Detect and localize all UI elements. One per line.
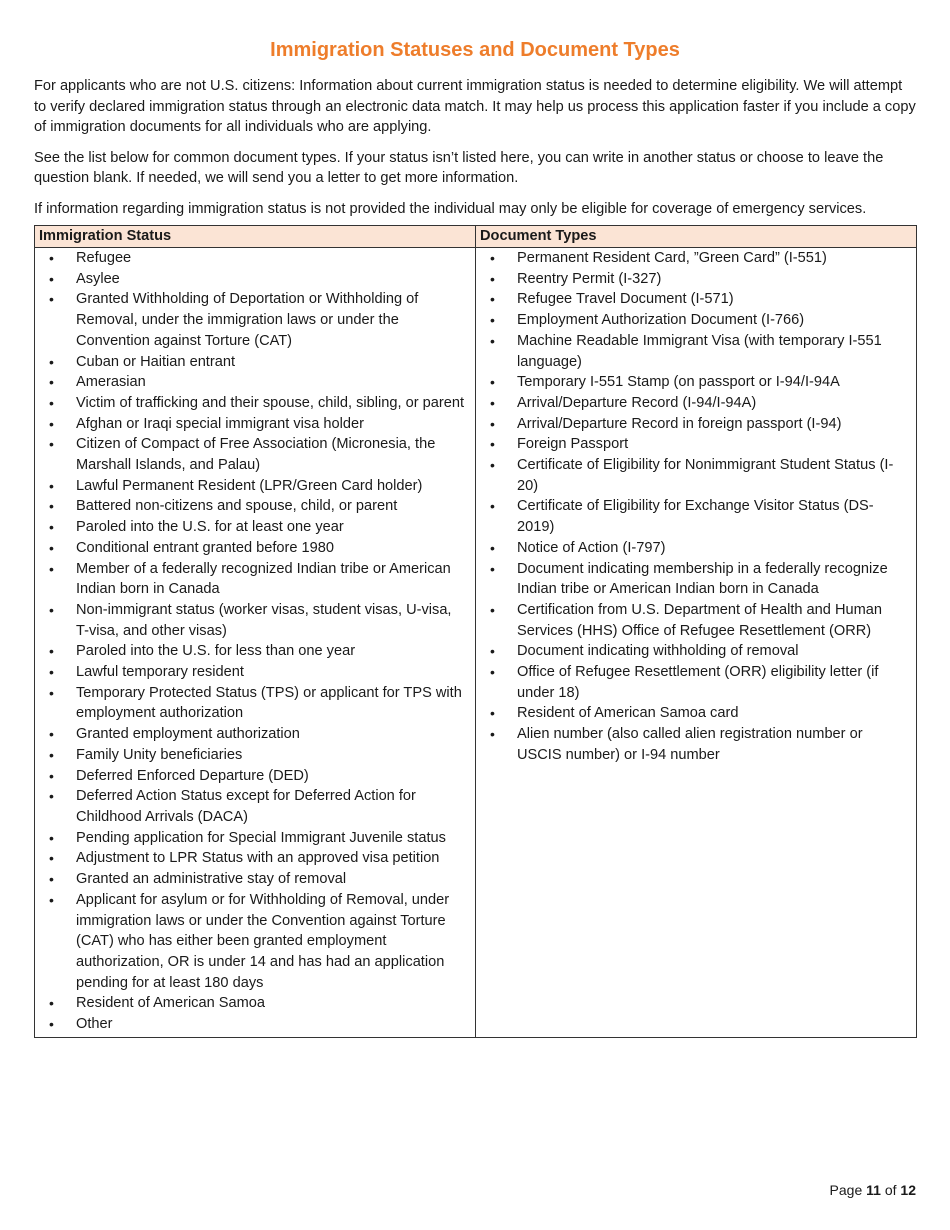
bullet-icon: • xyxy=(490,539,495,556)
intro-paragraph-1: For applicants who are not U.S. citizens: Information about current immigration status is needed to determine eligibility. We will attempt to verify declared immigration status through an electronic data match. It may help us process this application faster if you include a copy of immigration documents for all individuals who are applying. xyxy=(34,78,916,135)
status-list-item xyxy=(39,641,471,662)
bullet-icon: • xyxy=(490,312,495,329)
document-list-item-text: Certificate of Eligibility for Nonimmigrant Student Status (I-20) xyxy=(517,457,894,494)
bullet-icon: • xyxy=(49,1016,54,1033)
bullet-icon: • xyxy=(49,519,54,536)
intro-paragraph-2: See the list below for common document types. If your status isn’t listed here, you can write in another status or choose to leave the question blank. If needed, we will send you a letter to get more information. xyxy=(34,149,884,186)
status-list-item-text: Lawful temporary resident xyxy=(76,664,244,681)
status-list-item xyxy=(39,890,471,994)
of-label: of xyxy=(884,1182,897,1198)
status-list-item xyxy=(39,496,471,517)
status-list-item xyxy=(39,538,471,559)
status-list-item-text: Member of a federally recognized Indian tribe or American Indian born in Canada xyxy=(76,560,451,598)
bullet-icon: • xyxy=(490,436,495,453)
page-title: Immigration Statuses and Document Types xyxy=(270,39,680,61)
status-list-item-text: Paroled into the U.S. for at least one year xyxy=(76,519,344,536)
status-list-item-text: Battered non-citizens and spouse, child, or parent xyxy=(76,498,398,515)
bullet-icon: • xyxy=(49,643,54,660)
document-list-item xyxy=(480,289,912,310)
status-list-item-text: Afghan or Iraqi special immigrant visa holder xyxy=(76,415,364,432)
status-list-item-text: Resident of American Samoa xyxy=(76,995,266,1012)
bullet-icon: • xyxy=(49,250,54,266)
status-list-item xyxy=(39,352,471,373)
document-list-item xyxy=(480,538,912,559)
document-list-item-text: Employment Authorization Document (I-766) xyxy=(517,312,805,329)
document-list-item-text: Refugee Travel Document (I-571) xyxy=(517,291,734,308)
status-list-item xyxy=(39,269,471,290)
document-list-item xyxy=(480,496,912,537)
bullet-icon: • xyxy=(490,705,495,722)
status-list-item-text: Amerasian xyxy=(76,374,146,391)
bullet-icon: • xyxy=(490,560,495,577)
immigration-status-cell xyxy=(35,248,476,1038)
bullet-icon: • xyxy=(49,436,54,453)
document-list-item xyxy=(480,414,912,435)
status-list-item-text: Deferred Enforced Departure (DED) xyxy=(76,767,309,784)
status-list-item xyxy=(39,662,471,683)
status-list-item-text: Applicant for asylum or for Withholding of Removal, under immigration laws or under the Convention against Torture (CAT) who has either been granted employment authorization, OR is under 14 and has had an application pending for at least 180 days xyxy=(76,891,450,991)
document-list-item xyxy=(480,600,912,641)
bullet-icon: • xyxy=(49,601,54,618)
document-list-item-text: Arrival/Departure Record (I-94/I-94A) xyxy=(517,394,757,411)
bullet-icon: • xyxy=(49,477,54,494)
immigration-status-list xyxy=(39,248,471,1035)
bullet-icon: • xyxy=(490,374,495,391)
status-list-item-text: Other xyxy=(76,1016,113,1033)
bullet-icon: • xyxy=(49,353,54,370)
document-list-item xyxy=(480,248,912,269)
table-header-row xyxy=(35,226,917,248)
status-list-item-text: Lawful Permanent Resident (LPR/Green Card holder) xyxy=(76,477,423,494)
bullet-icon: • xyxy=(49,664,54,681)
bullet-icon: • xyxy=(49,291,54,308)
bullet-icon: • xyxy=(49,539,54,556)
document-list-item-text: Resident of American Samoa card xyxy=(517,705,739,722)
status-list-item xyxy=(39,766,471,787)
bullet-icon: • xyxy=(490,415,495,432)
page-label: Page xyxy=(829,1182,863,1198)
bullet-icon: • xyxy=(49,829,54,846)
document-list-item xyxy=(480,310,912,331)
intro-section xyxy=(34,76,916,219)
status-list-item xyxy=(39,248,471,269)
document-list-item xyxy=(480,331,912,372)
status-list-item-text: Cuban or Haitian entrant xyxy=(76,353,236,370)
document-list-item-text: Machine Readable Immigrant Visa (with temporary I-551 language) xyxy=(517,332,882,370)
document-list-item xyxy=(480,269,912,290)
document-list-item xyxy=(480,434,912,455)
status-list-item-text: Pending application for Special Immigrant Juvenile status xyxy=(76,829,446,846)
status-list-item xyxy=(39,993,471,1014)
document-list-item-text: Reentry Permit (I-327) xyxy=(517,270,662,287)
status-list-item xyxy=(39,745,471,766)
bullet-icon: • xyxy=(49,374,54,391)
status-list-item xyxy=(39,828,471,849)
bullet-icon: • xyxy=(49,726,54,743)
document-list-item xyxy=(480,703,912,724)
bullet-icon: • xyxy=(49,995,54,1012)
bullet-icon: • xyxy=(49,498,54,515)
bullet-icon: • xyxy=(49,850,54,867)
document-list-item-text: Permanent Resident Card, ”Green Card” (I-551) xyxy=(517,250,827,266)
status-list-item xyxy=(39,848,471,869)
document-types-cell xyxy=(476,248,917,1038)
bullet-icon: • xyxy=(49,746,54,763)
document-list-item-text: Document indicating withholding of removal xyxy=(517,643,799,660)
document-list-item-text: Alien number (also called alien registration number or USCIS number) or I-94 number xyxy=(517,726,863,763)
bullet-icon: • xyxy=(49,415,54,432)
current-page: 11 xyxy=(866,1182,881,1198)
status-list-item xyxy=(39,600,471,641)
total-pages: 12 xyxy=(900,1182,916,1198)
status-list-item-text: Adjustment to LPR Status with an approved visa petition xyxy=(76,850,440,867)
document-types-list xyxy=(480,248,912,766)
document-list-item-text: Certification from U.S. Department of Health and Human Services (HHS) Office of Refugee Resettlement (ORR) xyxy=(517,601,883,639)
document-list-item xyxy=(480,662,912,703)
status-list-item xyxy=(39,869,471,890)
document-list-item xyxy=(480,393,912,414)
bullet-icon: • xyxy=(49,871,54,888)
status-list-item xyxy=(39,393,471,414)
table-body-row xyxy=(35,248,917,1038)
status-list-item xyxy=(39,434,471,475)
status-list-item xyxy=(39,476,471,497)
header-document-types: Document Types xyxy=(476,226,917,248)
document-page xyxy=(34,0,916,1038)
status-list-item-text: Refugee xyxy=(76,250,132,266)
status-list-item xyxy=(39,414,471,435)
status-list-item xyxy=(39,372,471,393)
document-list-item-text: Notice of Action (I-797) xyxy=(517,539,666,556)
document-list-item xyxy=(480,559,912,600)
bullet-icon: • xyxy=(490,664,495,681)
status-list-item xyxy=(39,683,471,724)
document-list-item-text: Arrival/Departure Record in foreign passport (I-94) xyxy=(517,415,842,432)
bullet-icon: • xyxy=(490,498,495,515)
bullet-icon: • xyxy=(49,891,54,908)
bullet-icon: • xyxy=(490,457,495,474)
status-list-item-text: Granted an administrative stay of removal xyxy=(76,871,347,888)
status-list-item-text: Granted employment authorization xyxy=(76,726,300,743)
bullet-icon: • xyxy=(490,332,495,349)
header-immigration-status: Immigration Status xyxy=(35,226,476,248)
status-list-item xyxy=(39,786,471,827)
intro-paragraph-3: If information regarding immigration status is not provided the individual may only be eligible for coverage of emergency services. xyxy=(34,200,867,217)
status-list-item xyxy=(39,559,471,600)
document-list-item xyxy=(480,372,912,393)
status-list-item-text: Paroled into the U.S. for less than one year xyxy=(76,643,356,660)
bullet-icon: • xyxy=(490,601,495,618)
bullet-icon: • xyxy=(490,726,495,743)
status-list-item-text: Family Unity beneficiaries xyxy=(76,746,243,763)
bullet-icon: • xyxy=(49,394,54,411)
document-list-item xyxy=(480,455,912,496)
document-list-item-text: Certificate of Eligibility for Exchange Visitor Status (DS-2019) xyxy=(517,498,874,536)
status-list-item xyxy=(39,517,471,538)
document-list-item xyxy=(480,724,912,765)
status-list-item-text: Conditional entrant granted before 1980 xyxy=(76,539,335,556)
status-list-item xyxy=(39,1014,471,1035)
document-list-item-text: Temporary I-551 Stamp (on passport or I-94/I-94A xyxy=(517,374,840,391)
document-list-item xyxy=(480,641,912,662)
bullet-icon: • xyxy=(490,291,495,308)
bullet-icon: • xyxy=(49,560,54,577)
page-number xyxy=(830,1181,916,1199)
status-list-item-text: Victim of trafficking and their spouse, child, sibling, or parent xyxy=(76,394,465,411)
bullet-icon: • xyxy=(490,394,495,411)
bullet-icon: • xyxy=(49,767,54,784)
status-list-item-text: Asylee xyxy=(76,270,120,287)
document-list-item-text: Document indicating membership in a federally recognize Indian tribe or American Indian born in Canada xyxy=(517,560,888,598)
status-list-item-text: Citizen of Compact of Free Association (Micronesia, the Marshall Islands, and Palau) xyxy=(76,436,436,474)
status-list-item-text: Non-immigrant status (worker visas, student visas, U-visa, T-visa, and other visas) xyxy=(76,601,452,639)
bullet-icon: • xyxy=(49,270,54,287)
document-list-item-text: Foreign Passport xyxy=(517,436,629,453)
bullet-icon: • xyxy=(49,684,54,701)
bullet-icon: • xyxy=(49,788,54,805)
status-document-table xyxy=(34,225,917,1038)
document-list-item-text: Office of Refugee Resettlement (ORR) eligibility letter (if under 18) xyxy=(517,664,879,701)
bullet-icon: • xyxy=(490,643,495,660)
status-list-item xyxy=(39,724,471,745)
status-list-item xyxy=(39,289,471,351)
status-list-item-text: Granted Withholding of Deportation or Withholding of Removal, under the immigration laws or under the Convention against Torture (CAT) xyxy=(76,291,419,349)
bullet-icon: • xyxy=(490,250,495,266)
status-list-item-text: Deferred Action Status except for Deferred Action for Childhood Arrivals (DACA) xyxy=(76,788,416,825)
bullet-icon: • xyxy=(490,270,495,287)
status-list-item-text: Temporary Protected Status (TPS) or applicant for TPS with employment authorization xyxy=(76,684,462,722)
